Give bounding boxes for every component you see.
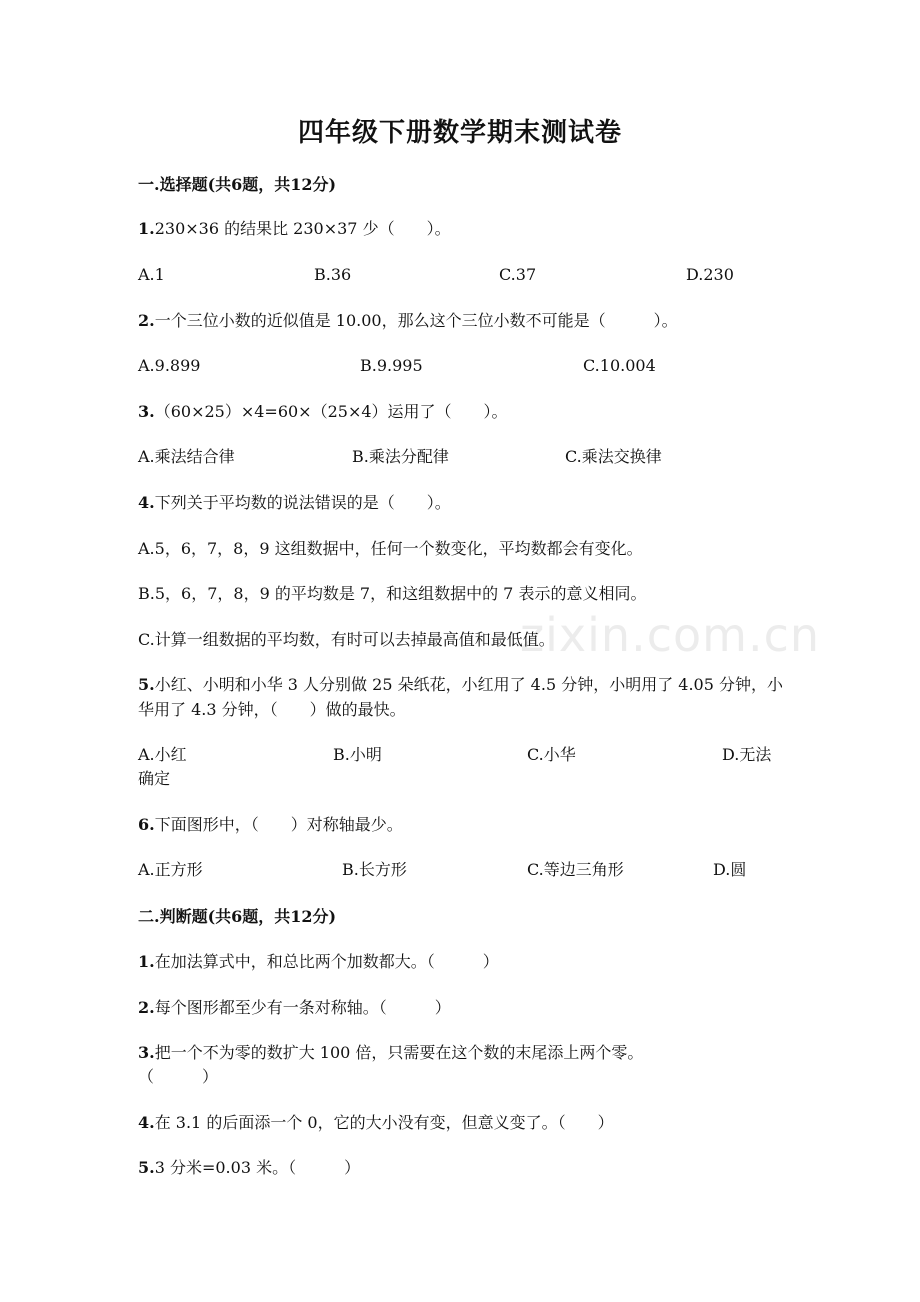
option-c: C.等边三角形 — [527, 860, 624, 879]
judgement-2 — [138, 995, 788, 1020]
question-number: 2. — [138, 998, 155, 1017]
question-text: 在加法算式中，和总比两个加数都大。（ ） — [154, 952, 499, 971]
option-a: A.9.899 — [138, 356, 201, 375]
option-c: C.计算一组数据的平均数，有时可以去掉最高值和最低值。 — [138, 630, 555, 649]
option-d: D.无法 — [722, 745, 772, 764]
question-text: 把一个不为零的数扩大 100 倍，只需要在这个数的末尾添上两个零。 — [154, 1043, 644, 1062]
question-4 — [138, 490, 788, 515]
question-text: 小红、小明和小华 3 人分别做 25 朵纸花，小红用了 4.5 分钟，小明用了 4.05 分钟，小华用了 4.3 分钟，（ ）做的最快。 — [138, 675, 784, 719]
question-text: （60×25）×4=60×（25×4）运用了（ ）。 — [154, 402, 508, 421]
option-b: B.小明 — [333, 745, 382, 764]
option-c: C.10.004 — [583, 356, 656, 375]
question-text: 3 分米=0.03 米。（ ） — [154, 1158, 361, 1177]
question-3 — [138, 399, 788, 424]
question-number: 1. — [138, 219, 155, 238]
question-number: 2. — [138, 311, 155, 330]
judgement-5 — [138, 1155, 788, 1180]
question-6 — [138, 812, 788, 837]
judgement-1 — [138, 949, 788, 974]
option-d-continued: 确定 — [138, 769, 171, 788]
question-text: 230×36 的结果比 230×37 少（ ）。 — [154, 219, 451, 238]
option-b: B.36 — [314, 265, 352, 284]
question-text: 每个图形都至少有一条对称轴。（ ） — [154, 998, 451, 1017]
option-b: B.长方形 — [342, 860, 407, 879]
option-a: A.1 — [138, 265, 165, 284]
option-a: A.5，6，7，8，9 这组数据中，任何一个数变化，平均数都会有变化。 — [138, 539, 643, 558]
option-b: B.9.995 — [360, 356, 423, 375]
option-a: A.正方形 — [138, 860, 203, 879]
question-text: 下列关于平均数的说法错误的是（ ）。 — [154, 493, 451, 512]
option-a: A.乘法结合律 — [138, 447, 235, 466]
section-heading-judgement: 二.判断题(共6题，共12分) — [138, 907, 337, 926]
question-number: 3. — [138, 1043, 155, 1062]
question-1 — [138, 216, 788, 241]
page-title: 四年级下册数学期末测试卷 — [297, 118, 622, 148]
question-number: 1. — [138, 952, 155, 971]
option-d: D.230 — [686, 265, 734, 284]
question-2 — [138, 308, 788, 333]
option-c: C.乘法交换律 — [565, 447, 662, 466]
question-number: 5. — [138, 1158, 155, 1177]
watermark: zixin.com.cn — [520, 608, 821, 662]
option-d: D.圆 — [713, 860, 747, 879]
option-c: C.37 — [499, 265, 537, 284]
option-b: B.5，6，7，8，9 的平均数是 7，和这组数据中的 7 表示的意义相同。 — [138, 584, 647, 603]
section-heading-choice: 一.选择题(共6题，共12分) — [138, 175, 337, 194]
option-a: A.小红 — [138, 745, 187, 764]
question-number: 5. — [138, 675, 155, 694]
judgement-3-answer-blank: （ ） — [138, 1067, 219, 1086]
option-b: B.乘法分配律 — [352, 447, 449, 466]
question-text: 一个三位小数的近似值是 10.00，那么这个三位小数不可能是（ ）。 — [154, 311, 678, 330]
question-text: 在 3.1 的后面添一个 0，它的大小没有变，但意义变了。（ ） — [154, 1113, 614, 1132]
judgement-4 — [138, 1110, 788, 1135]
judgement-3 — [138, 1040, 788, 1065]
question-text: 下面图形中，（ ）对称轴最少。 — [154, 815, 403, 834]
question-number: 4. — [138, 493, 155, 512]
question-number: 3. — [138, 402, 155, 421]
question-number: 6. — [138, 815, 155, 834]
question-number: 4. — [138, 1113, 155, 1132]
option-c: C.小华 — [527, 745, 576, 764]
question-5 — [138, 672, 788, 722]
